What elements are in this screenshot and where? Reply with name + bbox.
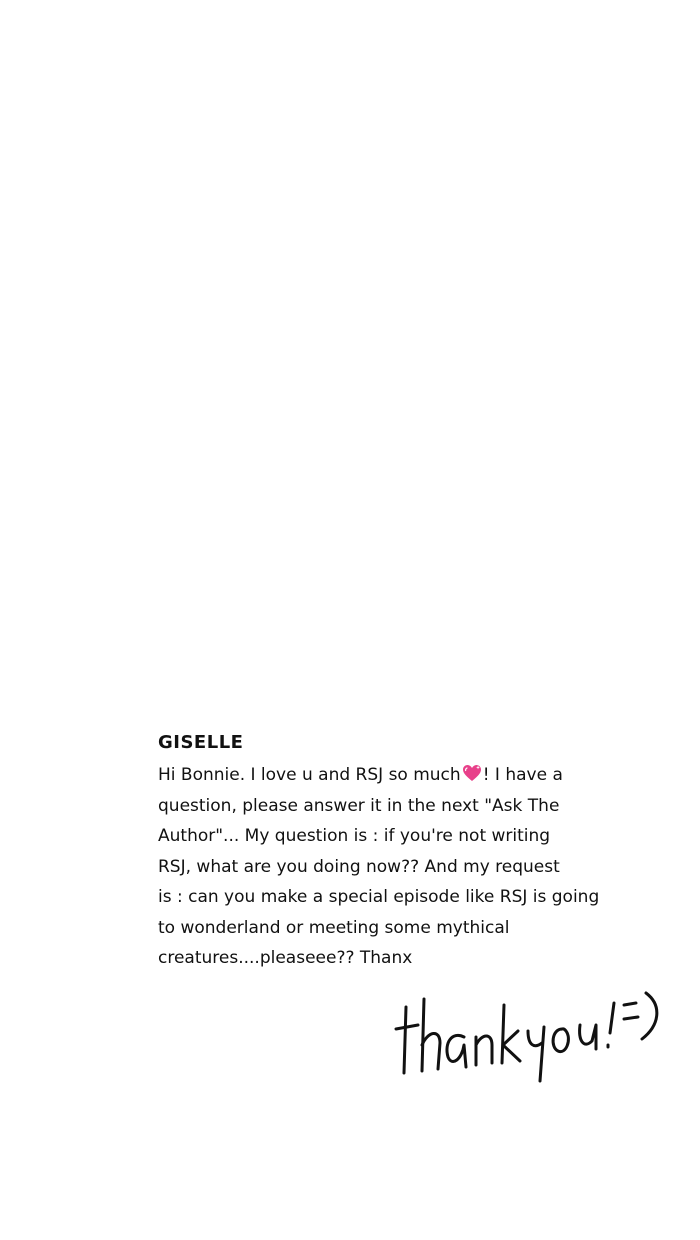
message-line: creatures....pleaseee?? Thanx xyxy=(158,948,413,968)
message-line xyxy=(158,760,628,791)
handwritten-thankyou-signature xyxy=(392,985,672,1085)
message-line: Author"... My question is : if you're not writing xyxy=(158,826,551,846)
message-line: question, please answer it in the next "Ask The xyxy=(158,795,560,816)
message-line-text: ! I have a xyxy=(482,765,563,785)
fan-letter xyxy=(158,730,628,974)
thankyou-handwriting xyxy=(392,985,672,1085)
message-line: RSJ, what are you doing now?? And my request xyxy=(158,856,560,877)
letter-message xyxy=(158,760,628,974)
sparkling-heart-icon xyxy=(462,764,482,782)
message-line: to wonderland or meeting some mythical xyxy=(158,917,510,938)
sender-name: GISELLE xyxy=(158,732,244,753)
message-line-text: Hi Bonnie. I love u and RSJ so much xyxy=(158,765,461,785)
message-line: is : can you make a special episode like RSJ is going xyxy=(158,887,600,907)
